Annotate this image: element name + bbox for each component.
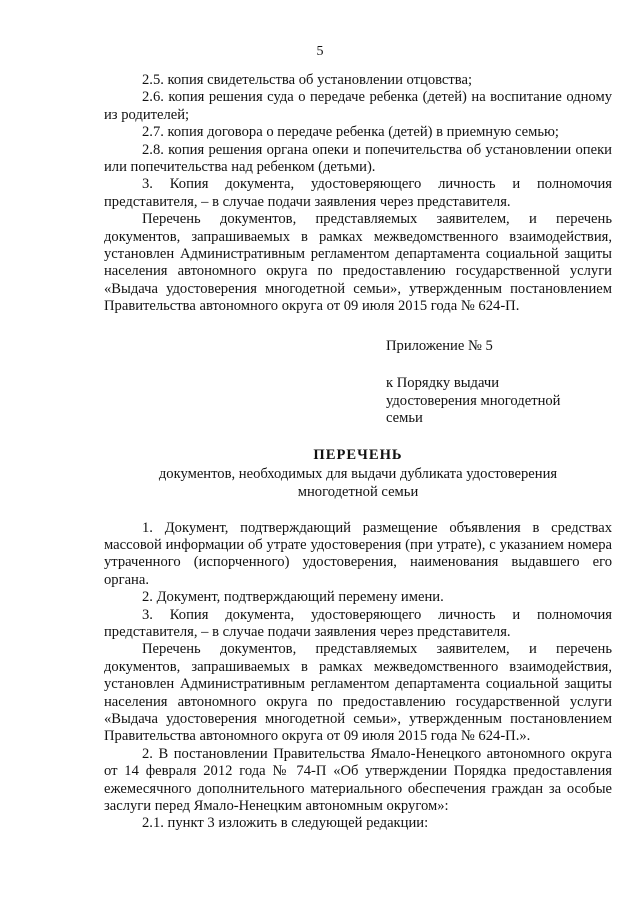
paragraph-duplicate-3: 3. Копия документа, удостоверяющего личность и полномочия представителя, – в случае подачи заявления через представителя. xyxy=(104,606,612,640)
paragraph-duplicate-1: 1. Документ, подтверждающий размещение объявления в средствах массовой информации об утрате удостоверения (при утрате), с указанием номера утраченного (испорченного) удостоверения, наименования выдавшего его органа. xyxy=(104,519,612,588)
paragraph-2-8: 2.8. копия решения органа опеки и попечительства об установлении опеки или попечительства над ребенком (детьми). xyxy=(104,141,612,176)
appendix-ref-line-3: семьи xyxy=(386,409,423,426)
paragraph-2-7: 2.7. копия договора о передаче ребенка (детей) в приемную семью; xyxy=(142,124,559,141)
paragraph-section-2: 2. В постановлении Правительства Ямало-Ненецкого автономного округа от 14 февраля 2012 года № 74-П «Об утверждении Порядка предоставления ежемесячного дополнительного материального обеспечения граждан за особые заслуги перед Ямало-Ненецким автономным округом»: xyxy=(104,745,612,815)
paragraph-2-6: 2.6. копия решения суда о передаче ребенка (детей) на воспитание одному из родителей; xyxy=(104,89,612,123)
appendix-block xyxy=(386,338,612,428)
document-subtitle-line-2: многодетной семьи xyxy=(297,484,419,501)
appendix-ref-line-1: к Порядку выдачи xyxy=(386,375,500,392)
document-subtitle-line-1: документов, необходимых для выдачи дубликата удостоверения xyxy=(158,465,558,482)
document-title: ПЕРЕЧЕНЬ xyxy=(313,447,403,464)
paragraph-section-2-1: 2.1. пункт 3 изложить в следующей редакции: xyxy=(142,815,429,832)
paragraph-documents-list-note: Перечень документов, представляемых заявителем, и перечень документов, запрашиваемых в рамках межведомственного взаимодействия, установлен Административным регламентом департамента социальной защиты населения автономного округа по предоставлению государственной услуги «Выдача удостоверения многодетной семьи», утвержденным постановлением Правительства автономного округа от 09 июля 2015 года № 624-П. xyxy=(104,211,612,315)
spacer xyxy=(104,502,612,520)
paragraph-duplicate-2: 2. Документ, подтверждающий перемену имени. xyxy=(142,589,444,606)
appendix-title: Приложение № 5 xyxy=(386,337,493,354)
page-number: 5 xyxy=(316,44,324,59)
paragraph-3: 3. Копия документа, удостоверяющего личность и полномочия представителя, – в случае подачи заявления через представителя. xyxy=(104,176,612,210)
appendix-ref-line-2: удостоверения многодетной xyxy=(386,392,561,409)
document-body xyxy=(104,72,612,833)
paragraph-2-5: 2.5. копия свидетельства об установлении отцовства; xyxy=(142,72,473,88)
paragraph-duplicate-documents-note: Перечень документов, представляемых заявителем, и перечень документов, запрашиваемых в рамках межведомственного взаимодействия, установлен Административным регламентом департамента социальной защиты населения автономного округа по предоставлению государственной услуги «Выдача удостоверения многодетной семьи», утвержденным постановлением Правительства автономного округа от 09 июля 2015 года № 624-П.». xyxy=(104,641,612,745)
